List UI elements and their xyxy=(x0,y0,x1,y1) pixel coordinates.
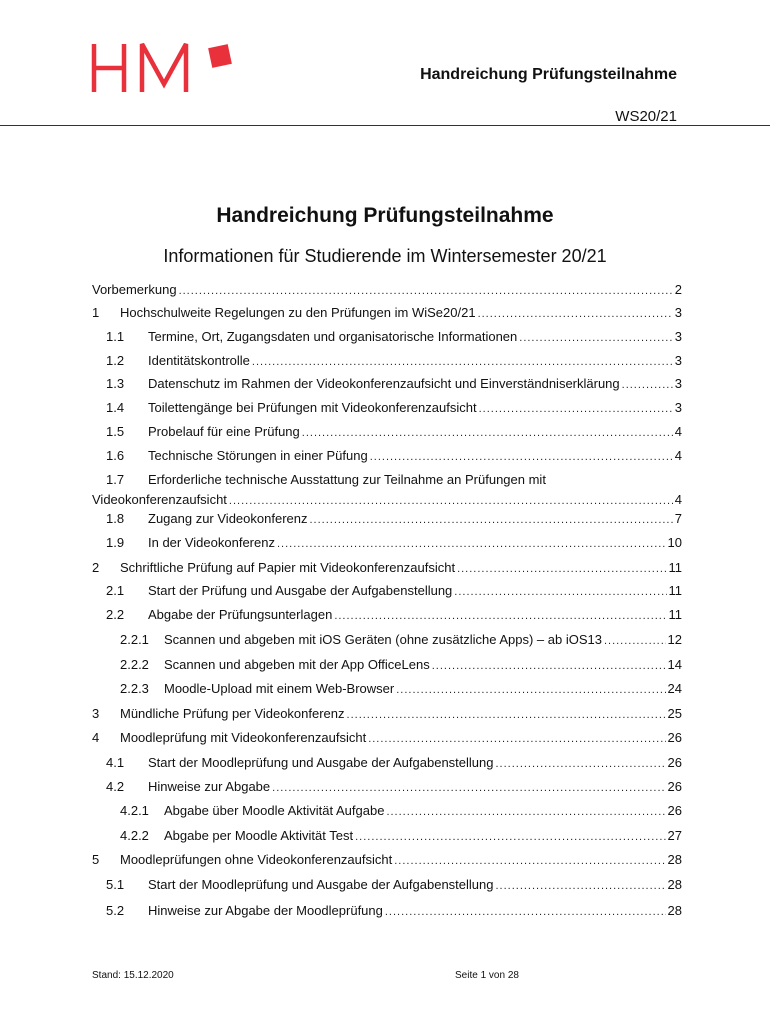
toc-entry[interactable] xyxy=(92,632,682,647)
toc-title: Identitätskontrolle xyxy=(148,353,250,368)
toc-number: 5.2 xyxy=(106,903,125,918)
toc-number: 1 xyxy=(92,305,100,320)
toc-number: 5 xyxy=(92,852,100,867)
toc-leader-dots xyxy=(454,586,666,598)
toc-leader-dots xyxy=(179,285,673,297)
toc-title: Toilettengänge bei Prüfungen mit Videokonferenzaufsicht xyxy=(148,400,477,415)
toc-number: 4.2.2 xyxy=(120,828,149,843)
toc-title: Zugang zur Videokonferenz xyxy=(148,511,308,526)
toc-leader-dots xyxy=(229,495,673,507)
toc-number: 1.4 xyxy=(106,400,125,415)
toc-number: 3 xyxy=(92,706,100,721)
toc-page-number: 26 xyxy=(667,730,682,745)
document-title: Handreichung Prüfungsteilnahme xyxy=(216,204,554,227)
toc-entry[interactable] xyxy=(92,282,682,297)
toc-entry[interactable] xyxy=(92,755,682,770)
toc-title: Erforderliche technische Ausstattung zur Teilnahme an Prüfungen mit xyxy=(148,472,546,487)
hm-logo xyxy=(90,40,240,96)
footer-page-info: Seite 1 von 28 xyxy=(455,970,519,981)
header-divider xyxy=(0,125,770,126)
toc-page-number: 28 xyxy=(667,903,682,918)
toc-entry[interactable] xyxy=(92,903,682,918)
toc-leader-dots xyxy=(355,831,665,843)
toc-title: Technische Störungen in einer Püfung xyxy=(148,448,368,463)
toc-page-number: 4 xyxy=(674,448,682,463)
toc-title: In der Videokonferenz xyxy=(148,535,275,550)
toc-leader-dots xyxy=(272,782,665,794)
toc-title: Scannen und abgeben mit iOS Geräten (ohne zusätzliche Apps) – ab iOS13 xyxy=(164,632,602,647)
toc-title: Moodle-Upload mit einem Web-Browser xyxy=(164,681,395,696)
toc-number: 1.8 xyxy=(106,511,125,526)
toc-number: 2 xyxy=(92,560,100,575)
toc-leader-dots xyxy=(386,806,665,818)
toc-title: Scannen und abgeben mit der App OfficeLens xyxy=(164,657,430,672)
toc-page-number: 25 xyxy=(667,706,682,721)
toc-page-number: 2 xyxy=(674,282,682,297)
toc-entry[interactable] xyxy=(92,535,682,550)
toc-page-number: 28 xyxy=(667,852,682,867)
toc-leader-dots xyxy=(347,709,666,721)
toc-leader-dots xyxy=(604,635,666,647)
toc-entry[interactable] xyxy=(92,657,682,672)
toc-page-number: 26 xyxy=(667,779,682,794)
toc-entry[interactable] xyxy=(92,877,682,892)
document-subtitle: Informationen für Studierende im Wintersemester 20/21 xyxy=(163,246,607,266)
toc-leader-dots xyxy=(495,758,665,770)
toc-entry[interactable] xyxy=(92,511,682,526)
toc-leader-dots xyxy=(479,403,673,415)
toc-number: 2.2.2 xyxy=(120,657,149,672)
toc-number: 1.2 xyxy=(106,353,125,368)
toc-title: Start der Prüfung und Ausgabe der Aufgabenstellung xyxy=(148,583,453,598)
toc-number: 1.9 xyxy=(106,535,125,550)
toc-entry[interactable] xyxy=(92,472,682,487)
toc-title: Schriftliche Prüfung auf Papier mit Videokonferenzaufsicht xyxy=(120,560,456,575)
toc-entry[interactable] xyxy=(92,779,682,794)
toc-title: Abgabe der Prüfungsunterlagen xyxy=(148,607,333,622)
toc-number: 1.1 xyxy=(106,329,125,344)
toc-leader-dots xyxy=(309,514,672,526)
toc-leader-dots xyxy=(622,379,673,391)
toc-title: Mündliche Prüfung per Videokonferenz xyxy=(120,706,345,721)
toc-number: 4.2.1 xyxy=(120,803,149,818)
toc-page-number: 24 xyxy=(667,681,682,696)
toc-page-number: 11 xyxy=(668,583,682,598)
toc-page-number: 4 xyxy=(674,492,682,507)
toc-title: Moodleprüfung mit Videokonferenzaufsicht xyxy=(120,730,367,745)
footer-stand: Stand: 15.12.2020 xyxy=(92,970,174,981)
toc-page-number: 3 xyxy=(674,353,682,368)
toc-entry[interactable] xyxy=(92,803,682,818)
toc-leader-dots xyxy=(277,538,666,550)
toc-entry[interactable] xyxy=(92,329,682,344)
toc-leader-dots xyxy=(396,684,665,696)
toc-entry[interactable] xyxy=(92,376,682,391)
toc-title: Hochschulweite Regelungen zu den Prüfungen im WiSe20/21 xyxy=(120,305,476,320)
toc-page-number: 3 xyxy=(674,376,682,391)
toc-entry[interactable] xyxy=(92,828,682,843)
toc-title: Start der Moodleprüfung und Ausgabe der Aufgabenstellung xyxy=(148,877,494,892)
toc-page-number: 10 xyxy=(667,535,682,550)
toc-leader-dots xyxy=(370,451,673,463)
toc-leader-dots xyxy=(478,308,673,320)
toc-entry[interactable] xyxy=(92,730,682,745)
toc-entry[interactable] xyxy=(92,706,682,721)
toc-leader-dots xyxy=(385,906,666,918)
toc-title: Vorbemerkung xyxy=(92,282,177,297)
toc-title: Moodleprüfungen ohne Videokonferenzaufsicht xyxy=(120,852,393,867)
toc-page-number: 7 xyxy=(674,511,682,526)
toc-number: 4.2 xyxy=(106,779,125,794)
toc-leader-dots xyxy=(457,563,666,575)
toc-number: 4 xyxy=(92,730,100,745)
toc-entry[interactable] xyxy=(92,560,682,575)
toc-page-number: 26 xyxy=(667,803,682,818)
toc-number: 2.1 xyxy=(106,583,125,598)
toc-number: 2.2 xyxy=(106,607,125,622)
toc-page-number: 3 xyxy=(674,400,682,415)
toc-number: 4.1 xyxy=(106,755,125,770)
toc-number: 1.7 xyxy=(106,472,125,487)
toc-leader-dots xyxy=(432,660,666,672)
toc-title: Abgabe über Moodle Aktivität Aufgabe xyxy=(164,803,385,818)
toc-number: 1.5 xyxy=(106,424,125,439)
toc-number: 1.3 xyxy=(106,376,125,391)
toc-entry[interactable] xyxy=(92,400,682,415)
toc-entry[interactable] xyxy=(92,305,682,320)
toc-title: Hinweise zur Abgabe der Moodleprüfung xyxy=(148,903,383,918)
toc-page-number: 28 xyxy=(667,877,682,892)
toc-leader-dots xyxy=(334,610,666,622)
toc-entry[interactable] xyxy=(92,424,682,439)
toc-number: 1.6 xyxy=(106,448,125,463)
toc-entry[interactable] xyxy=(92,583,682,598)
toc-page-number: 3 xyxy=(674,329,682,344)
toc-page-number: 3 xyxy=(674,305,682,320)
toc-leader-dots xyxy=(394,855,665,867)
toc-title: Start der Moodleprüfung und Ausgabe der Aufgabenstellung xyxy=(148,755,494,770)
header-semester: WS20/21 xyxy=(615,108,677,125)
toc-title: Termine, Ort, Zugangsdaten und organisatorische Informationen xyxy=(148,329,518,344)
toc-leader-dots xyxy=(495,880,665,892)
toc-title: Abgabe per Moodle Aktivität Test xyxy=(164,828,354,843)
toc-entry[interactable] xyxy=(92,448,682,463)
toc-page-number: 11 xyxy=(668,607,682,622)
toc-title: Datenschutz im Rahmen der Videokonferenzaufsicht und Einverständniserklärung xyxy=(148,376,620,391)
toc-page-number: 12 xyxy=(667,632,682,647)
toc-entry[interactable] xyxy=(92,852,682,867)
toc-number: 2.2.1 xyxy=(120,632,149,647)
toc-number: 5.1 xyxy=(106,877,125,892)
toc-page-number: 26 xyxy=(667,755,682,770)
toc-title: Hinweise zur Abgabe xyxy=(148,779,271,794)
toc-page-number: 11 xyxy=(668,560,682,575)
toc-leader-dots xyxy=(519,332,673,344)
toc-entry[interactable] xyxy=(92,353,682,368)
toc-entry-continuation[interactable] xyxy=(92,492,682,507)
toc-entry[interactable] xyxy=(92,681,682,696)
toc-page-number: 4 xyxy=(674,424,682,439)
toc-leader-dots xyxy=(368,733,665,745)
toc-leader-dots xyxy=(302,427,673,439)
toc-leader-dots xyxy=(252,356,673,368)
toc-entry[interactable] xyxy=(92,607,682,622)
toc-title-continuation: Videokonferenzaufsicht xyxy=(92,492,227,507)
header-title: Handreichung Prüfungsteilnahme xyxy=(420,66,677,83)
toc-page-number: 14 xyxy=(667,657,682,672)
toc-number: 2.2.3 xyxy=(120,681,149,696)
toc-page-number: 27 xyxy=(667,828,682,843)
toc-title: Probelauf für eine Prüfung xyxy=(148,424,300,439)
